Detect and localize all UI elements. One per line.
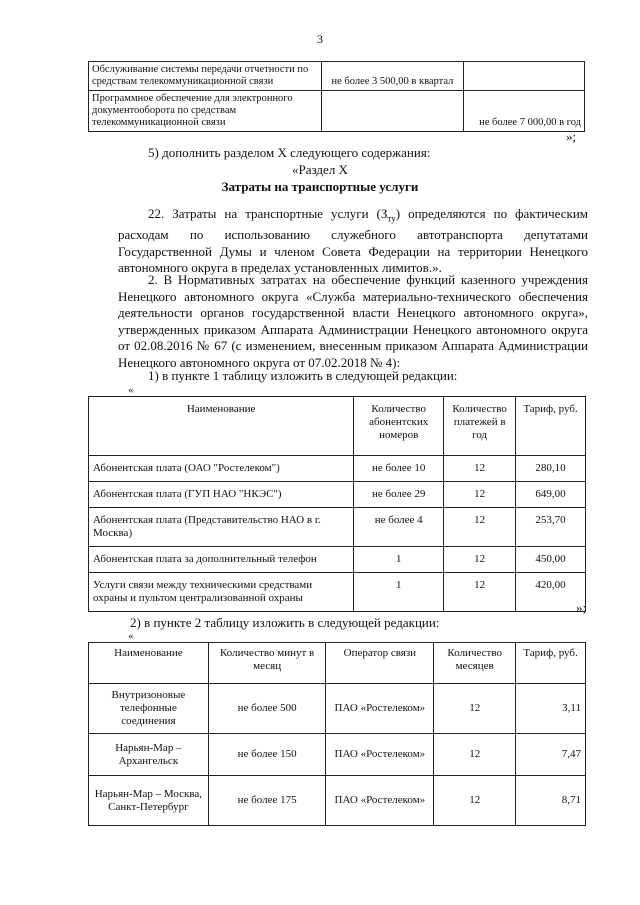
header-cell: Количество минут в месяц — [208, 643, 326, 684]
item-1-text: 1) в пункте 1 таблицу изложить в следующей редакции: — [148, 368, 458, 383]
table-cell: не более 4 — [354, 508, 444, 547]
table-row — [89, 91, 585, 132]
table-cell: Нарьян-Мар – Архангельск — [89, 734, 209, 776]
table-cell: ПАО «Ростелеком» — [326, 684, 434, 734]
table-cell: не более 3 500,00 в квартал — [321, 62, 464, 91]
header-cell: Наименование — [89, 397, 354, 456]
table-cell: 649,00 — [516, 482, 586, 508]
table-cell: не более 29 — [354, 482, 444, 508]
section-title: «Раздел X — [292, 162, 348, 177]
table-cell: Услуги связи между техническими средствами охраны и пультом централизованной охраны — [89, 573, 354, 612]
table-cell: 420,00 — [516, 573, 586, 612]
table-cell: 12 — [434, 684, 516, 734]
table-cell: 1 — [354, 573, 444, 612]
table-cell: 7,47 — [516, 734, 586, 776]
table-cell: 12 — [444, 508, 516, 547]
call-tariff-table — [88, 642, 586, 826]
table-cell: ПАО «Ростелеком» — [326, 734, 434, 776]
open-quote-2: « — [128, 630, 134, 642]
table-row — [89, 62, 585, 91]
paragraph-22: 22. Затраты на транспортные услуги $(З_{ту})$ определяются по фактическим расходам по использованию служебного автотранспорта депутатами Государственной Думы и членом Совета Федерации на территории Ненецкого автономного округа в пределах установленных лимитов.». — [118, 206, 589, 276]
table-cell: Нарьян-Мар – Москва, Санкт-Петербург — [89, 776, 209, 826]
header-cell: Количество месяцев — [434, 643, 516, 684]
header-cell: Количество платежей в год — [444, 397, 516, 456]
item-5-text: 5) дополнить разделом X следующего содержания: — [148, 145, 431, 160]
table-row — [89, 482, 586, 508]
header-cell: Тариф, руб. — [516, 643, 586, 684]
page-number: 3 — [317, 32, 323, 46]
table-row — [89, 508, 586, 547]
closing-quote-table1: »; — [576, 600, 587, 615]
top-cost-table — [88, 61, 585, 132]
table-cell: 3,11 — [516, 684, 586, 734]
table-cell: Абонентская плата (Представительство НАО в г. Москва) — [89, 508, 354, 547]
header-cell: Тариф, руб. — [516, 397, 586, 456]
table-cell: Абонентская плата (ГУП НАО "НКЭС") — [89, 482, 354, 508]
table-cell: Обслуживание системы передачи отчетности по средствам телекоммуникационной связи — [89, 62, 322, 91]
table-row — [89, 776, 586, 826]
table-cell: 1 — [354, 547, 444, 573]
table-cell: 12 — [444, 547, 516, 573]
table-cell: 253,70 — [516, 508, 586, 547]
table-cell: 8,71 — [516, 776, 586, 826]
table-cell: не более 10 — [354, 456, 444, 482]
item-2-text: 2) в пункте 2 таблицу изложить в следующей редакции: — [130, 615, 440, 630]
table-cell: не более 175 — [208, 776, 326, 826]
table-cell: 12 — [444, 456, 516, 482]
open-quote: « — [128, 384, 134, 396]
table-cell: не более 7 000,00 в год — [464, 91, 585, 132]
table-row — [89, 734, 586, 776]
table-cell: Абонентская плата за дополнительный телефон — [89, 547, 354, 573]
section-subtitle: Затраты на транспортные услуги — [221, 179, 419, 194]
table-row — [89, 456, 586, 482]
header-cell: Количество абонентских номеров — [354, 397, 444, 456]
table-cell: не более 150 — [208, 734, 326, 776]
table-row — [89, 547, 586, 573]
table-cell: не более 500 — [208, 684, 326, 734]
closing-quote: »; — [566, 129, 577, 144]
table-cell: 280,10 — [516, 456, 586, 482]
table-cell: 12 — [434, 734, 516, 776]
subscriber-fee-table — [88, 396, 586, 612]
table-row — [89, 684, 586, 734]
paragraph-2: 2. В Нормативных затратах на обеспечение функций казенного учреждения Ненецкого автономного округа «Служба материально-технического обеспечения деятельности органов государственной власти Ненецкого автономного округа», утвержденных приказом Аппарата Администрации Ненецкого автономного округа от 02.08.2016 № 67 (с изменением, внесенным приказом Аппарата Администрации Ненецкого автономного округа от 07.02.2018 № 4): — [118, 272, 588, 370]
table-cell: 12 — [444, 482, 516, 508]
table-cell: Программное обеспечение для электронного документооборота по средствам телекоммуникационной связи — [89, 91, 322, 132]
table-cell: 12 — [434, 776, 516, 826]
table-header-row — [89, 643, 586, 684]
table-cell — [464, 62, 585, 91]
header-cell: Оператор связи — [326, 643, 434, 684]
table-cell: Внутризоновые телефонные соединения — [89, 684, 209, 734]
table-header-row — [89, 397, 586, 456]
table-row — [89, 573, 586, 612]
header-cell: Наименование — [89, 643, 209, 684]
table-cell: 450,00 — [516, 547, 586, 573]
table-cell — [321, 91, 464, 132]
table-cell: 12 — [444, 573, 516, 612]
table-cell: ПАО «Ростелеком» — [326, 776, 434, 826]
table-cell: Абонентская плата (ОАО "Ростелеком") — [89, 456, 354, 482]
